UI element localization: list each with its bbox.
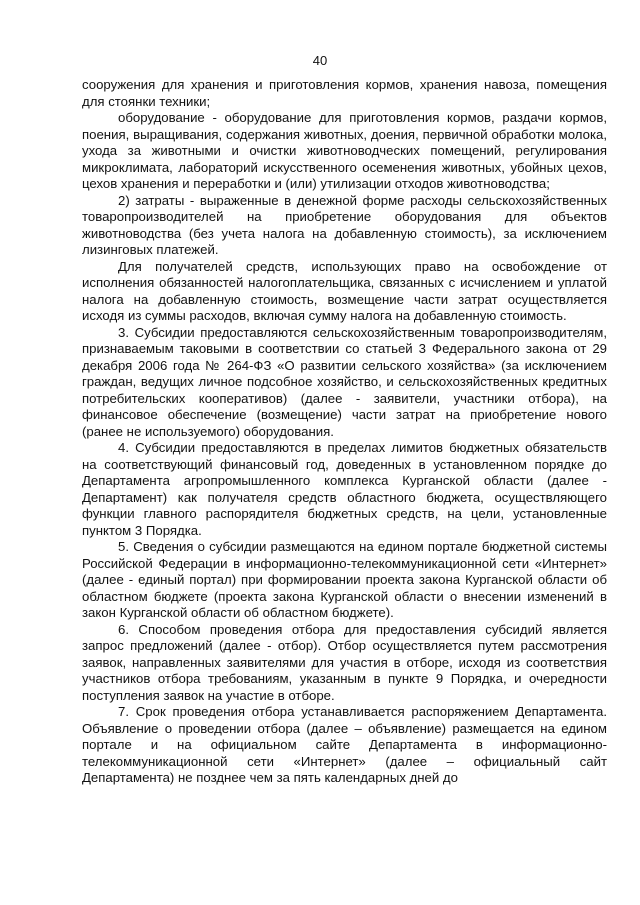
page-number: 40 [312, 53, 328, 68]
paragraph-1: сооружения для хранения и приготовления кормов, хранения навоза, помещения для стоянки техники; [82, 77, 607, 109]
paragraph-5: 3. Субсидии предоставляются сельскохозяйственным товаропроизводителям, признаваемым таковыми в соответствии со статьей 3 Федерального закона от 29 декабря 2006 года № 264-ФЗ «О развитии сельского хозяйства» (за исключением граждан, ведущих личное подсобное хозяйство, и сельскохозяйственных кредитных потребительских кооперативов) (далее - заявители, участники отбора), на финансовое обеспечение (возмещение) части затрат на приобретение нового (ранее не используемого) оборудования. [82, 324, 607, 439]
paragraph-2: оборудование - оборудование для приготовления кормов, раздачи кормов, поения, выращивания, содержания животных, доения, первичной обработки молока, ухода за животными и очистки животноводческих помещений, регулирования микроклимата, лабораторий искусственного осеменения животных, убойных цехов, цехов хранения и переработки и (или) утилизации отходов животноводства; [82, 110, 607, 191]
paragraph-8: 6. Способом проведения отбора для предоставления субсидий является запрос предложений (далее - отбор). Отбор осуществляется путем рассмотрения заявок, направленных заявителями для участия в отборе, исходя из соответствия участников отбора требованиям, указанным в пункте 9 Порядка, и очередности поступления заявок на участие в отборе. [82, 621, 607, 703]
paragraph-3: 2) затраты - выраженные в денежной форме расходы сельскохозяйственных товаропроизводителей на приобретение оборудования для объектов животноводства (без учета налога на добавленную стоимость), за исключением лизинговых платежей. [82, 192, 607, 257]
paragraph-7: 5. Сведения о субсидии размещаются на едином портале бюджетной системы Российской Федерации в информационно-телекоммуникационной сети «Интернет» (далее - единый портал) при формировании проекта закона Курганской области об областном бюджете (проекта закона Курганской области о внесении изменений в закон Курганской области об областном бюджете). [82, 539, 607, 620]
paragraph-6: 4. Субсидии предоставляются в пределах лимитов бюджетных обязательств на соответствующий финансовый год, доведенных в установленном порядке до Департамента агропромышленного комплекса Курганской области (далее - Департамент) как получателя средств областного бюджета, осуществляющего функции главного распорядителя бюджетных средств, на цели, установленные пунктом 3 Порядка. [82, 440, 607, 538]
paragraph-4: Для получателей средств, использующих право на освобождение от исполнения обязанностей налогоплательщика, связанных с исчислением и уплатой налога на добавленную стоимость, возмещение части затрат осуществляется исходя из суммы расходов, включая сумму налога на добавленную стоимость. [82, 258, 607, 323]
document-body [82, 77, 607, 787]
paragraph-9: 7. Срок проведения отбора устанавливается распоряжением Департамента. Объявление о проведении отбора (далее – объявление) размещается на едином портале и на официальном сайте Департамента в информационно-телекоммуникационной сети «Интернет» (далее – официальный сайт Департамента) не позднее чем за пять календарных дней до [82, 704, 607, 785]
